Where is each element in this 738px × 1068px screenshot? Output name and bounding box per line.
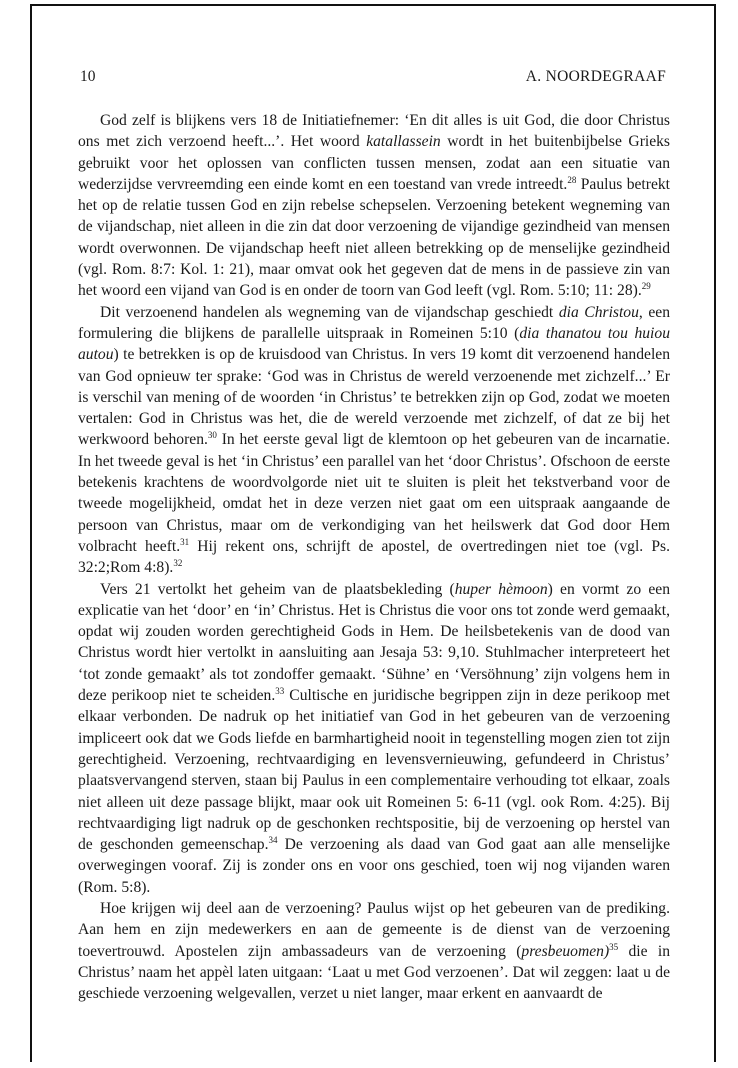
footnote-ref: 35 [609, 941, 619, 952]
paragraph-2: Dit verzoenend handelen als wegneming van de vijandschap geschiedt dia Christou, een formulering die blijkens de parallelle uitspraak in Romeinen 5:10 (dia thanatou tou huiou autou) te betrekken is op de kruisdood van Christus. In vers 19 komt dit verzoenend handelen van God opnieuw ter sprake: ‘God was in Christus de wereld verzoenende met zichzelf...’ Er is verschil van mening of de woorden ‘in Christus’ te betrekken zijn op God, zodat we moeten vertalen: God in Christus was het, die de wereld verzoende met zichzelf, of dat ze bij het werkwoord behoren.$^{30}$ In het eerste geval ligt de klemtoon op het gebeuren van de incarnatie. In het tweede geval is het ‘in Christus’ een parallel van het ‘door Christus’. Ofschoon de eerste betekenis krachtens de woordvolgorde niet uit te sluiten is pleit het tekstverband voor de tweede mogelijkheid, omdat het in deze verzen niet gaat om een uitspraak aangaande de persoon van Christus, maar om de verkondiging van het heilswerk dat God door Hem volbracht heeft.$^{31}$ Hij rekent ons, schrijft de apostel, de overtredingen niet toe (vgl. Ps. 32:2;Rom 4:8).$^{32}$ [78, 303, 671, 577]
running-header [80, 68, 666, 88]
paragraph-1: God zelf is blijkens vers 18 de Initiatiefnemer: ‘En dit alles is uit God, die door Christus ons met zich verzoend heeft...’. Het woord katallassein wordt in het buitenbijbelse Grieks gebruikt voor het oplossen van conflicten tussen mensen, zodat aan een situatie van wederzijdse vervreemding een einde komt en een toestand van vrede intreedt.$^{28}$ Paulus betrekt het op de relatie tussen God en zijn rebelse schepselen. Verzoening betekent wegneming van de vijandschap, niet alleen in die zin dat door verzoening de vijandige gezindheid van mensen wordt overwonnen. De vijandschap heeft niet alleen betrekking op de menselijke gezindheid (vgl. Rom. 8:7: Kol. 1: 21), maar omvat ook het gegeven dat de mens in de passieve zin van het woord een vijand van God is en onder de toorn van God leeft (vgl. Rom. 5:10; 11: 28).$^{29}$ [78, 112, 671, 300]
author-running-head: A. NOORDEGRAAF [525, 68, 666, 85]
greek-term: presbeuomen) [521, 942, 610, 960]
body-text [78, 110, 670, 1004]
greek-term: huper hèmoon [454, 580, 548, 598]
footnote-ref: 32 [173, 558, 183, 569]
footnote-ref: 29 [641, 281, 651, 292]
page-number: 10 [80, 68, 96, 85]
footnote-ref: 33 [275, 685, 285, 696]
footnote-ref: 30 [207, 430, 217, 441]
footnote-ref: 28 [567, 174, 577, 185]
greek-term: katallassein [366, 133, 441, 151]
footnote-ref: 31 [180, 536, 190, 547]
paragraph-4: Hoe krijgen wij deel aan de verzoening? Paulus wijst op het gebeuren van de prediking. Aan hem en zijn medewerkers en aan de gemeente is de dienst van de verzoening toevertrouwd. Apostelen zijn ambassadeurs van de verzoening (presbeuomen)$^{35}$ die in Christus’ naam het appèl laten uitgaan: ‘Laat u met God verzoenen’. Dat wil zeggen: laat u de geschiede verzoening welgevallen, verzet u niet langer, maar erkent en aanvaardt de [78, 899, 670, 1003]
greek-term: dia thanatou tou huiou autou [78, 324, 670, 364]
paragraph-3: Vers 21 vertolkt het geheim van de plaatsbekleding (huper hèmoon) en vormt zo een explicatie van het ‘door’ en ‘in’ Christus. Het is Christus die voor ons tot zonde werd gemaakt, opdat wij zouden worden gerechtigheid Gods in Hem. De heilsbetekenis van de dood van Christus wordt hier vertolkt in aansluiting aan Jesaja 53: 9,10. Stuhlmacher interpreteert het ‘tot zonde gemaakt’ als tot zondoffer gemaakt. ‘Sühne’ en ‘Versöhnung’ zijn volgens hem in deze perikoop niet te scheiden.$^{33}$ Cultische en juridische begrippen zijn in deze perikoop met elkaar verbonden. De nadruk op het initiatief van God in het gebeuren van de verzoening impliceert ook dat we Gods liefde en barmhartigheid nooit in tegenstelling mogen zien tot zijn gerechtigheid. Verzoening, rechtvaardiging en levensvernieuwing, gefundeerd in Christus’ plaatsvervangend sterven, staan bij Paulus in een complementaire verhouding tot elkaar, zoals niet alleen uit deze passage blijkt, maar ook uit Romeinen 5: 6-11 (vgl. ook Rom. 4:25). Bij rechtvaardiging ligt nadruk op de geschonken rechtspositie, bij de verzoening op herstel van de geschonden gemeenschap.$^{34}$ De verzoening als daad van God gaat aan alle menselijke overwegingen vooraf. Zij is zonder ons en voor ons geschied, toen wij nog vijanden waren (Rom. 5:8). [78, 580, 670, 896]
greek-term: dia Christou [558, 303, 639, 321]
footnote-ref: 34 [268, 834, 278, 845]
